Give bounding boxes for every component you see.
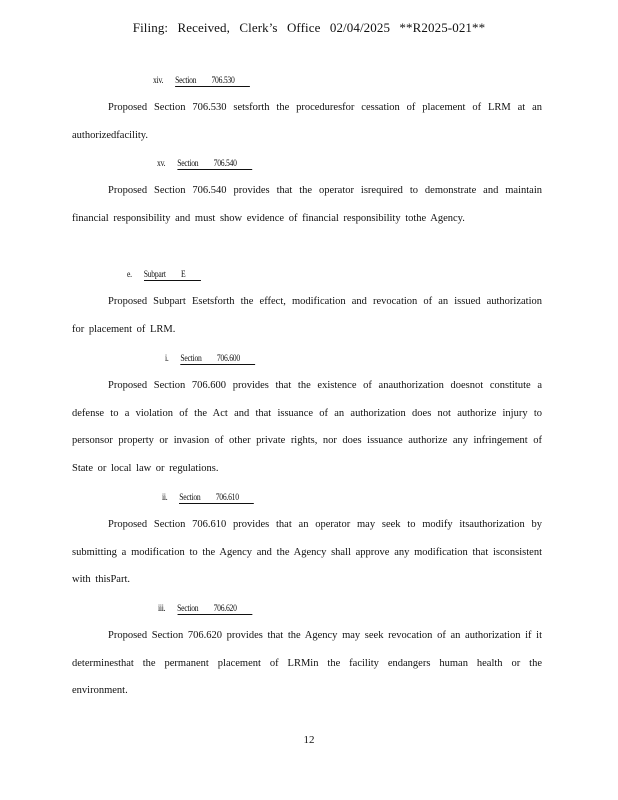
section-heading bbox=[165, 353, 255, 365]
subpart-paragraph: Proposed Subpart Esetsforth the effect, modification and revocation of an issued authorization for placement of LRM. bbox=[72, 296, 542, 335]
section-paragraph: Proposed Section 706.600 provides that the existence of anauthorization doesnot constitute a defense to a violation of the Act and that issuance of an authorization does not authorize injury to personsor property or invasion of other private rights, nor does issuance authorize any infringement of State or local law or regulations. bbox=[72, 380, 542, 474]
subpart-title: Subpart E bbox=[144, 269, 201, 281]
subpart-heading bbox=[127, 269, 201, 281]
section-title: Section 706.530 bbox=[175, 75, 250, 87]
section-heading bbox=[162, 492, 254, 504]
section-paragraph: Proposed Section 706.620 provides that the Agency may seek revocation of an authorization if it determinesthat the permanent placement of LRMin the facility endangers human health or the environment. bbox=[72, 630, 542, 697]
section-title: Section 706.620 bbox=[177, 603, 252, 615]
subpart-letter: e. bbox=[127, 269, 132, 279]
section-number: i. bbox=[165, 353, 169, 363]
section-paragraph: Proposed Section 706.530 setsforth the proceduresfor cessation of placement of LRM at an authorizedfacility. bbox=[72, 102, 542, 141]
section-number: iii. bbox=[158, 603, 166, 613]
section-number: xiv. bbox=[153, 75, 164, 85]
section-title: Section 706.610 bbox=[179, 492, 254, 504]
filing-header: Filing: Received, Clerk’s Office 02/04/2025 **R2025-021** bbox=[132, 20, 486, 35]
section-heading bbox=[158, 603, 252, 615]
section-title: Section 706.540 bbox=[177, 158, 252, 170]
section-number: xv. bbox=[157, 158, 166, 168]
section-number: ii. bbox=[162, 492, 168, 502]
section-heading bbox=[153, 75, 250, 87]
page-number: 12 bbox=[303, 734, 315, 746]
section-title: Section 706.600 bbox=[180, 353, 255, 365]
section-paragraph: Proposed Section 706.610 provides that an operator may seek to modify itsauthorization by submitting a modification to the Agency and the Agency shall approve any modification that isconsistent with thisPart. bbox=[72, 519, 542, 586]
section-heading bbox=[157, 158, 252, 170]
section-paragraph: Proposed Section 706.540 provides that the operator isrequired to demonstrate and maintain financial responsibility and must show evidence of financial responsibility tothe Agency. bbox=[72, 185, 542, 224]
